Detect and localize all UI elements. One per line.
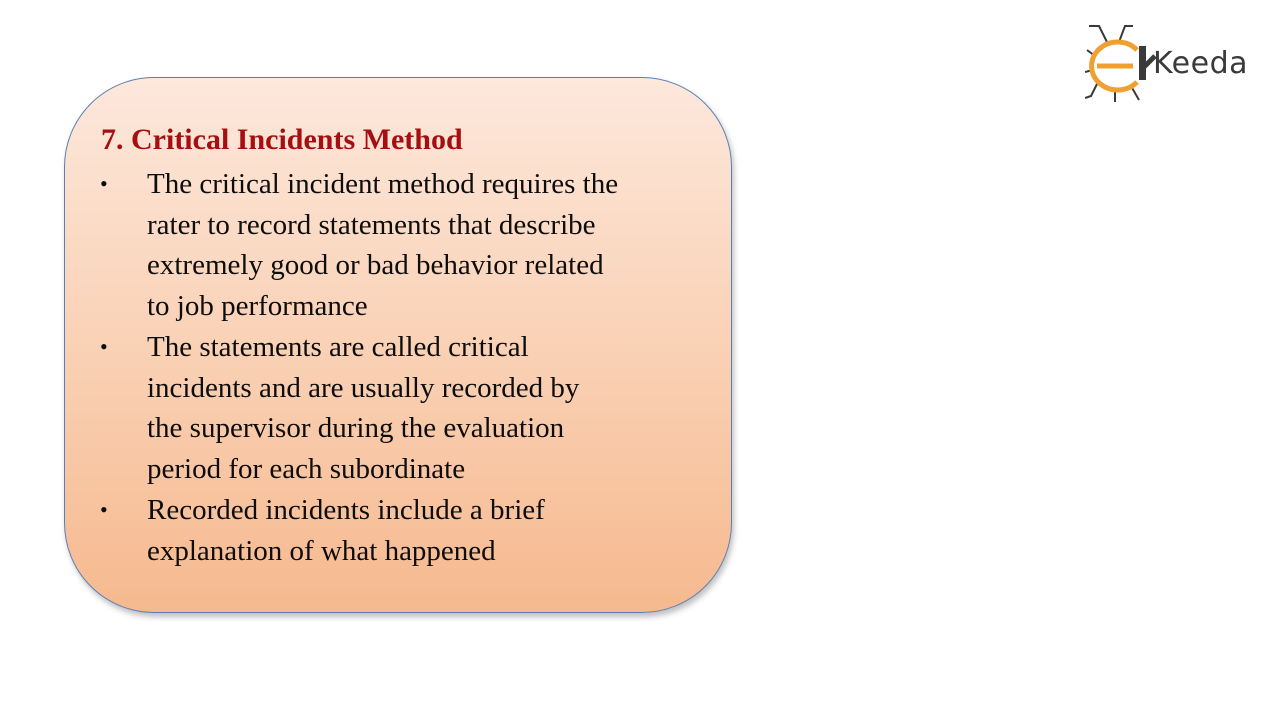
bullet-dot-icon: • bbox=[100, 497, 108, 522]
bullet-dot-icon: • bbox=[100, 171, 108, 196]
bullet-item bbox=[100, 164, 700, 326]
bullet-dot-icon: • bbox=[100, 334, 108, 359]
bullet-item bbox=[100, 490, 700, 571]
logo-text: Keeda bbox=[1153, 46, 1249, 81]
bullet-text: The statements are called critical incidents and are usually recorded by the supervisor during the evaluation period for each subordinate bbox=[147, 331, 580, 485]
bullet-item bbox=[100, 327, 700, 489]
bullet-text: Recorded incidents include a brief explanation of what happened bbox=[147, 494, 545, 567]
bullet-text: The critical incident method requires the rater to record statements that describe extremely good or bad behavior related to job performance bbox=[147, 168, 619, 322]
slide-title: 7. Critical Incidents Method bbox=[101, 123, 463, 156]
